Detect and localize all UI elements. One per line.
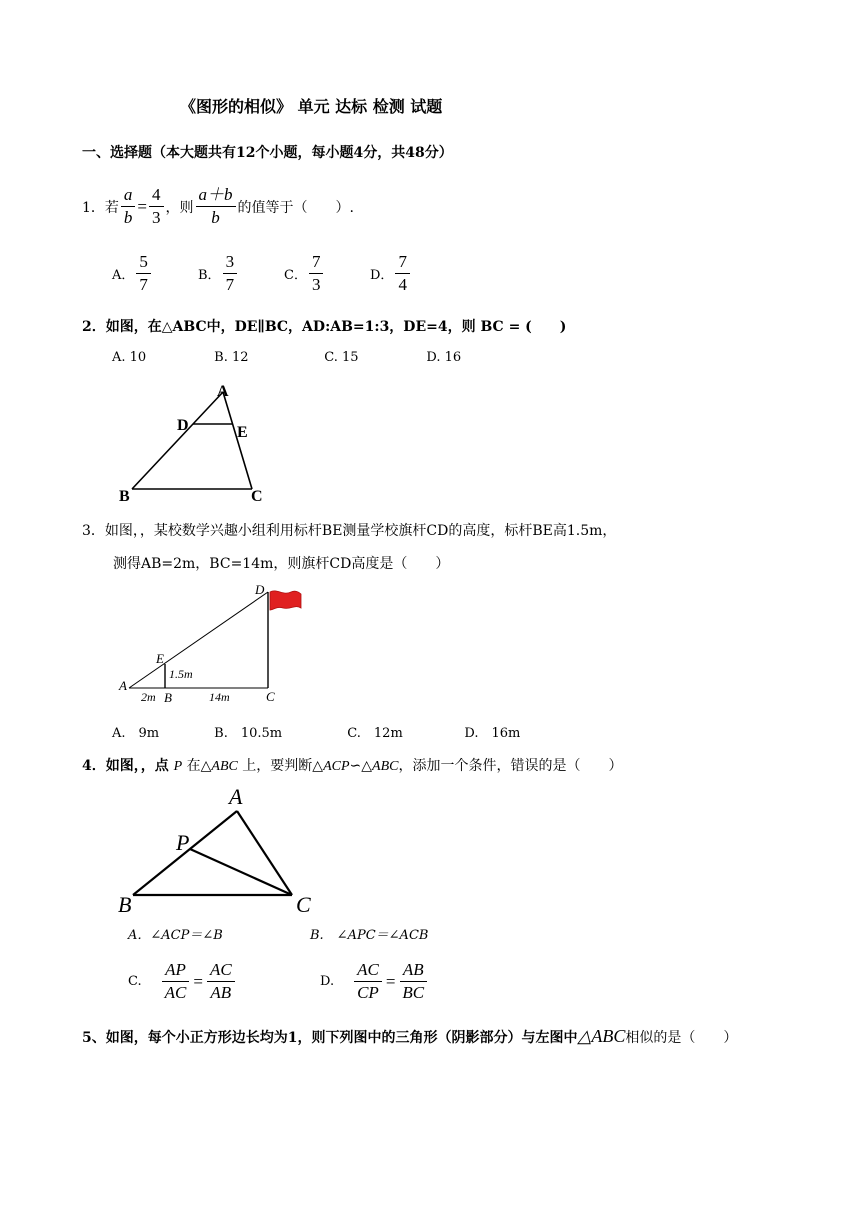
q3-label-a: A — [119, 678, 127, 693]
q3-label-be: 1.5m — [169, 667, 193, 681]
q2-label-d: D — [177, 417, 189, 434]
q2-option-d[interactable]: D. 16 — [426, 350, 462, 365]
q4-label-b: B — [118, 892, 132, 915]
q3-option-c[interactable]: C. 12m — [347, 726, 403, 741]
q3-label-e: E — [156, 651, 164, 666]
q2-label-c: C — [251, 488, 263, 505]
q3-line-ad — [129, 592, 268, 688]
q1-option-b[interactable]: B． $\frac{3}{7}$ — [198, 252, 284, 295]
q4-label-c: C — [296, 892, 311, 915]
q2-option-b[interactable]: B. 12 — [214, 350, 249, 365]
flag-icon — [270, 591, 301, 610]
q3-option-b[interactable]: B. 10.5m — [214, 726, 283, 741]
q2-option-c[interactable]: C. 15 — [324, 350, 359, 365]
question-2: 2．如图，在△ABC中，DE∥BC，AD:AB=1:3，DE=4，则 BC = ( ) — [82, 319, 567, 335]
q3-option-d[interactable]: D. 16m — [464, 726, 521, 741]
q2-side-ab — [132, 392, 223, 489]
fraction-a-plus-b-over-b: $\frac{a+b}{b}$ — [196, 185, 236, 228]
q3-label-d: D — [255, 582, 265, 597]
fraction-a-over-b: $\frac{a}{b}$ — [121, 185, 136, 228]
question-4: 4．如图，，点 P 在△ABC 上，要判断△ACP∽△ABC，添加一个条件，错误的是（ ） — [82, 758, 623, 774]
q4-option-b[interactable]: B. ∠APC＝∠ACB — [310, 928, 429, 943]
q1-option-a[interactable]: A． $\frac{5}{7}$ — [112, 252, 198, 295]
q1-prefix: 1．若 — [82, 199, 119, 216]
question-3-line-2: 测得AB=2m，BC=14m，则旗杆CD高度是（ ） — [113, 556, 450, 572]
q4-option-a[interactable]: A．∠ACP＝∠B — [128, 928, 223, 943]
q4-option-d[interactable]: D. $\frac{AC}{CP}$ = $\frac{AB}{BC}$ — [320, 960, 429, 1003]
q2-option-a[interactable]: A. 10 — [112, 350, 147, 365]
q1-option-c[interactable]: C． $\frac{7}{3}$ — [284, 252, 370, 295]
q4-triangle-figure — [110, 780, 330, 915]
q3-label-c: C — [266, 689, 275, 704]
q1-option-d[interactable]: D． $\frac{7}{4}$ — [370, 252, 412, 295]
section-heading: 一、选择题（本大题共有12个小题，每小题4分，共48分） — [82, 145, 453, 161]
q3-flagpole-figure — [115, 580, 315, 705]
q2-triangle-figure — [110, 380, 280, 505]
q3-options — [112, 722, 520, 741]
q4-option-c[interactable]: C. $\frac{AP}{AC}$ = $\frac{AC}{AB}$ — [128, 960, 237, 1003]
question-1: 1．若 $\frac{a}{b}$ = $\frac{4}{3}$ ，则 $\frac{a+b}{b}$ 的值等于（ ）. — [82, 185, 354, 227]
q4-label-a: A — [229, 784, 243, 809]
q4-label-p: P — [176, 830, 190, 855]
question-3-line-1: 3．如图，，某校数学兴趣小组利用标杆BE测量学校旗杆CD的高度，标杆BE高1.5m， — [82, 523, 617, 539]
q2-label-e: E — [237, 424, 248, 441]
q3-label-b: B — [164, 690, 172, 705]
q2-options — [112, 350, 461, 365]
q3-option-a[interactable]: A. 9m — [112, 726, 160, 741]
page-title: 《图形的相似》 单元 达标 检测 试题 — [180, 97, 443, 116]
fraction-4-over-3: $\frac{4}{3}$ — [149, 185, 164, 228]
q2-label-b: B — [119, 488, 130, 505]
question-5: 5、如图，每个小正方形边长均为1，则下列图中的三角形（阴影部分）与左图中△ABC相似的是（ ） — [82, 1026, 738, 1046]
q1-options — [112, 252, 412, 295]
q2-label-a: A — [217, 383, 229, 400]
q3-label-ab: 2m — [141, 690, 156, 704]
q3-label-bc: 14m — [209, 690, 230, 704]
